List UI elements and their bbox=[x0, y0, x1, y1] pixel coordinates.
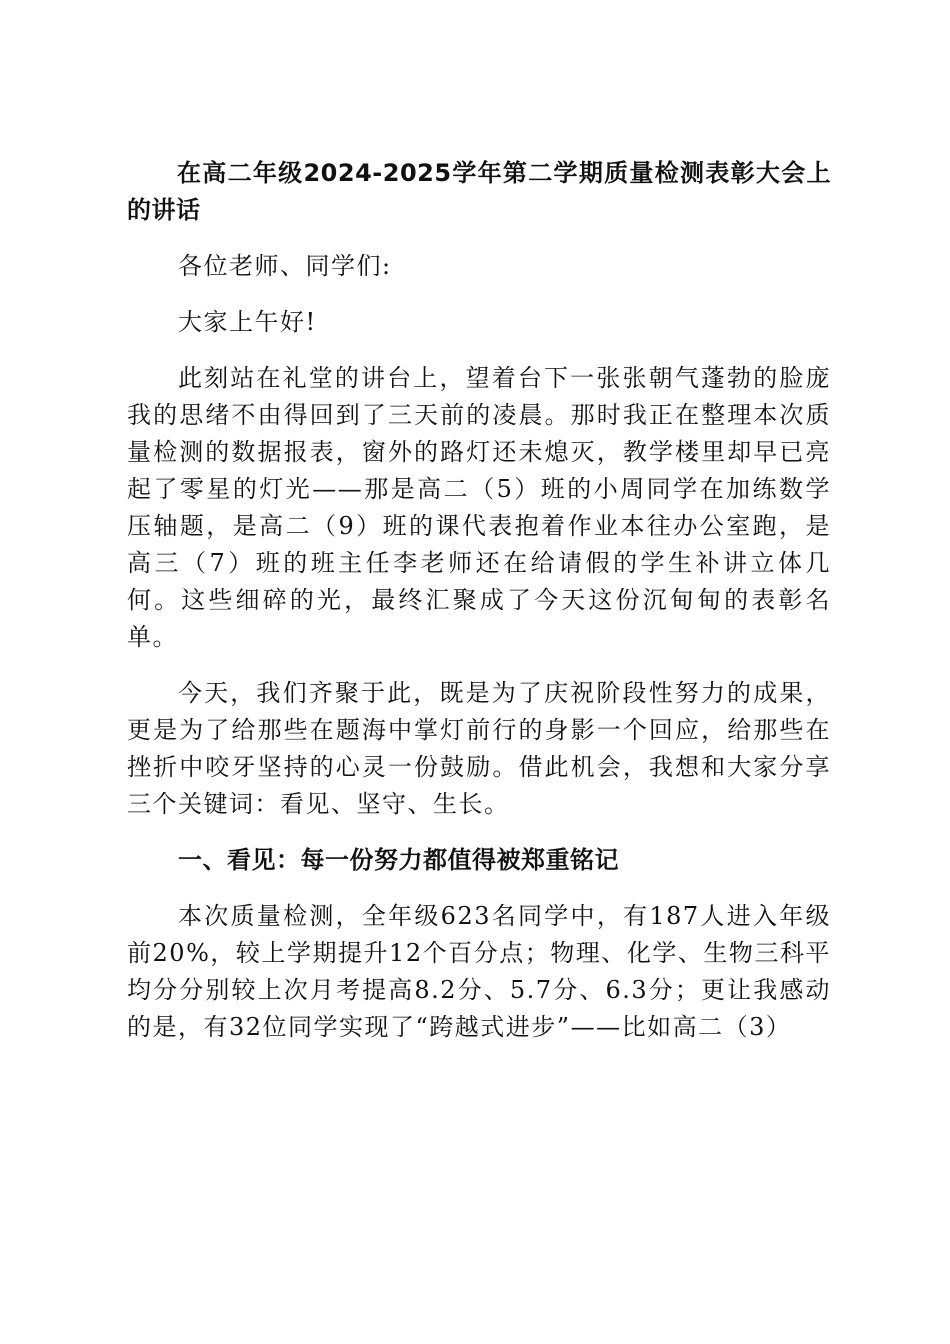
document-title: 在高二年级2024-2025学年第二学期质量检测表彰大会上的讲话 bbox=[127, 159, 831, 224]
section-heading-1: 一、看见：每一份努力都值得被郑重铭记 bbox=[178, 846, 619, 874]
body-paragraph-1: 此刻站在礼堂的讲台上，望着台下一张张朝气蓬勃的脸庞我的思绪不由得回到了三天前的凌晨。那时我正在整理本次质量检测的数据报表，窗外的路灯还未熄灭，教学楼里却早已亮起了零星的灯光——那是高二（5）班的小周同学在加练数学压轴题，是高二（9）班的课代表抱着作业本往办公室跑，是高三（7）班的班主任李老师还在给请假的学生补讲立体几何。这些细碎的光，最终汇聚成了今天这份沉甸甸的表彰名单。 bbox=[127, 364, 831, 651]
salutation: 各位老师、同学们: bbox=[178, 252, 392, 280]
section-1-paragraph: 本次质量检测，全年级623名同学中，有187人进入年级前20%，较上学期提升12个百分点；物理、化学、生物三科平均分分别较上次月考提高8.2分、5.7分、6.3分；更让我感动的是，有32位同学实现了“跨越式进步”——比如高二（3） bbox=[127, 902, 831, 1041]
document-page bbox=[127, 155, 831, 1065]
greeting: 大家上午好! bbox=[178, 308, 317, 336]
body-paragraph-2: 今天，我们齐聚于此，既是为了庆祝阶段性努力的成果，更是为了给那些在题海中掌灯前行的身影一个回应，给那些在挫折中咬牙坚持的心灵一份鼓励。借此机会，我想和大家分享三个关键词：看见、坚守、生长。 bbox=[127, 679, 831, 818]
